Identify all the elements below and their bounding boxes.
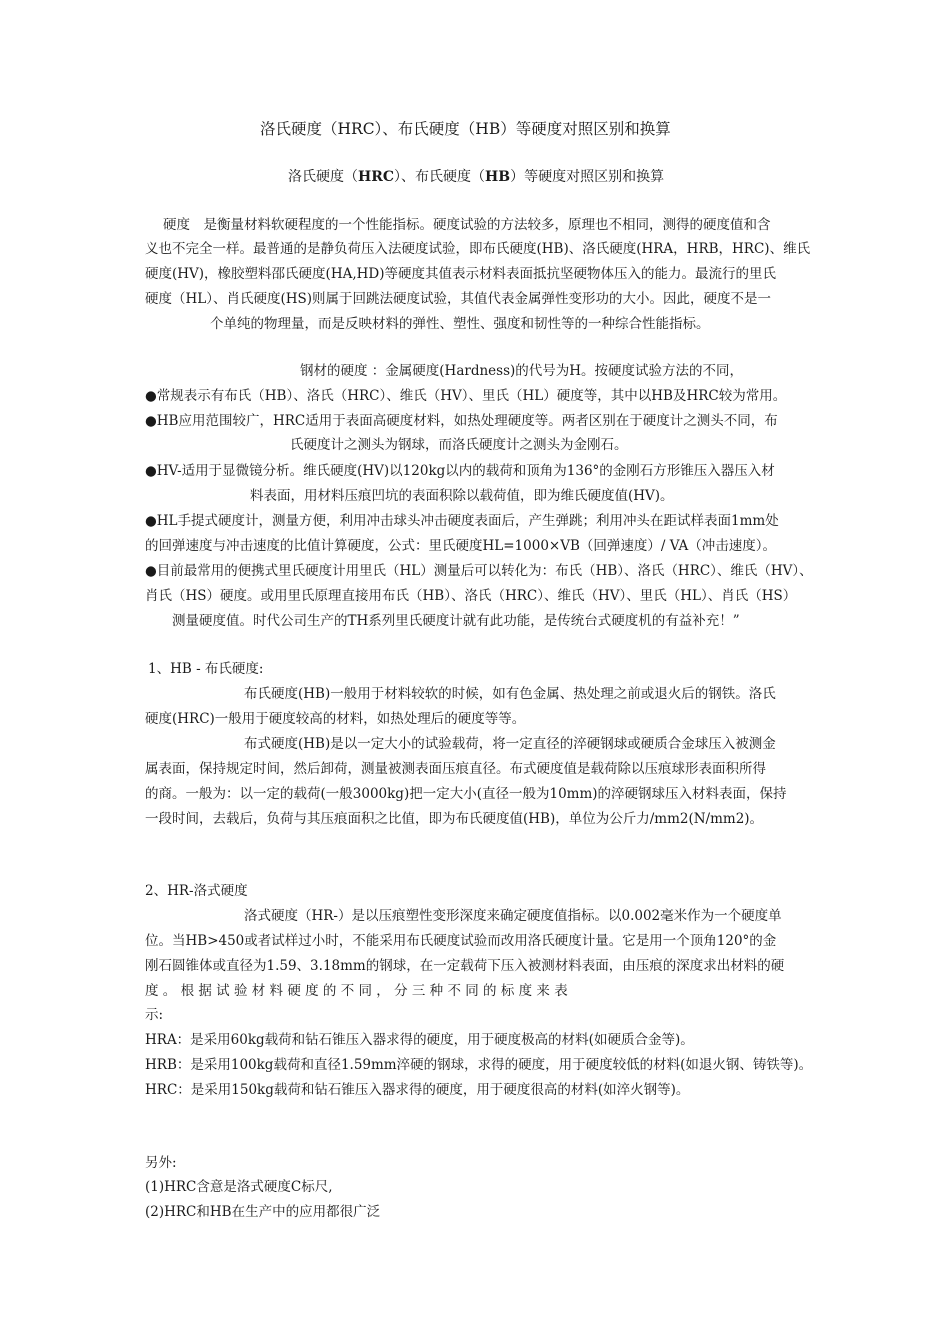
hr-scale-line: HRB：是采用100kg载荷和直径1.59mm淬硬的钢球，求得的硬度，用于硬度较低的材料(如退火钢、铸铁等)。 (145, 1057, 813, 1073)
intro-line: 硬度（HL）、肖氏硬度(HS)则属于回跳法硬度试验，其值代表金属弹性变形功的大小。因此，硬度不是一 (145, 291, 772, 307)
bullet-line: ●HB应用范围较广，HRC适用于表面高硬度材料，如热处理硬度等。两者区别在于硬度计之测头不同，布 (145, 413, 778, 429)
bullet-line: 肖氏（HS）硬度。或用里氏原理直接用布氏（HB）、洛氏（HRC）、维氏（HV）、里氏（HL）、肖氏（HS） (145, 588, 797, 604)
hr-line: 示: (145, 1007, 164, 1023)
bullet-line: 测量硬度值。时代公司生产的TH系列里氏硬度计就有此功能，是传统台式硬度机的有益补充！” (172, 613, 740, 629)
hb-line: 硬度(HRC)一般用于硬度较高的材料，如热处理后的硬度等等。 (145, 711, 526, 727)
bullet-line: 料表面，用材料压痕凹坑的表面积除以载荷值，即为维氏硬度值(HV)。 (250, 488, 674, 504)
extra-item: (2)HRC和HB在生产中的应用都很广泛 (145, 1204, 381, 1220)
intro-line: 义也不完全一样。最普通的是静负荷压入法硬度试验，即布氏硬度(HB)、洛氏硬度(HRA，HRB，HRC)、维氏 (145, 241, 811, 257)
hr-line: 度 。 根 据 试 验 材 料 硬 度 的 不 同 ， 分 三 种 不 同 的 标 度 来 表 (145, 983, 568, 999)
extra-heading: 另外: (145, 1155, 177, 1171)
extra-item: (1)HRC含意是洛式硬度C标尺, (145, 1179, 333, 1195)
steel-hardness-line: 钢材的硬度 ：金属硬度(Hardness)的代号为H。按硬度试验方法的不同， (300, 363, 744, 379)
hb-line: 布式硬度(HB)是以一定大小的试验载荷，将一定直径的淬硬钢球或硬质合金球压入被测金 (244, 736, 776, 752)
subtitle-bold-hb: HB (485, 169, 511, 185)
hr-line: 洛式硬度（HR-）是以压痕塑性变形深度来确定硬度值指标。以0.002毫米作为一个硬度单 (244, 908, 782, 924)
hr-scale-line: HRA：是采用60kg载荷和钻石锥压入器求得的硬度，用于硬度极高的材料(如硬质合金等)。 (145, 1032, 694, 1048)
subtitle-bold-hrc: HRC (358, 169, 395, 185)
subtitle (288, 168, 664, 186)
bullet-line: ●目前最常用的便携式里氏硬度计用里氏（HL）测量后可以转化为：布氏（HB）、洛氏（HRC）、维氏（HV）、 (145, 563, 813, 579)
subtitle-part: 洛氏硬度（ (288, 169, 358, 185)
subtitle-part: ）、布氏硬度（ (394, 169, 486, 185)
section-heading-hr: 2、HR-洛式硬度 (145, 883, 248, 899)
subtitle-part: ）等硬度对照区别和换算 (510, 169, 665, 185)
intro-line: 个单纯的物理量，而是反映材料的弹性、塑性、强度和韧性等的一种综合性能指标。 (210, 316, 710, 332)
page-title: 洛氏硬度（HRC）、布氏硬度（HB）等硬度对照区别和换算 (260, 120, 671, 138)
bullet-line: 氏硬度计之测头为钢球，而洛氏硬度计之测头为金刚石。 (290, 437, 628, 453)
section-heading-hb: 1、HB - 布氏硬度: (148, 661, 264, 677)
hb-line: 的商。一般为：以一定的载荷(一般3000kg)把一定大小(直径一般为10mm)的淬硬钢球压入材料表面，保持 (145, 786, 787, 802)
hr-line: 位。当HB>450或者试样过小时，不能采用布氏硬度试验而改用洛氏硬度计量。它是用一个顶角120°的金 (145, 933, 777, 949)
intro-line: 硬度 是衡量材料软硬程度的一个性能指标。硬度试验的方法较多，原理也不相同，测得的硬度值和含 (163, 217, 771, 233)
hb-line: 布氏硬度(HB)一般用于材料较软的时候，如有色金属、热处理之前或退火后的钢铁。洛氏 (244, 686, 776, 702)
hb-line: 一段时间，去载后，负荷与其压痕面积之比值，即为布氏硬度值(HB)，单位为公斤力/mm2(N/mm2)。 (145, 811, 764, 827)
bullet-line: ●常规表示有布氏（HB）、洛氏（HRC）、维氏（HV）、里氏（HL）硬度等，其中以HB及HRC较为常用。 (145, 388, 787, 404)
bullet-line: ●HL手提式硬度计，测量方便，利用冲击球头冲击硬度表面后，产生弹跳；利用冲头在距试样表面1mm处 (145, 513, 779, 529)
hb-line: 属表面，保持规定时间，然后卸荷，测量被测表面压痕直径。布式硬度值是载荷除以压痕球形表面积所得 (145, 761, 766, 777)
intro-line: 硬度(HV)，橡胶塑料邵氏硬度(HA,HD)等硬度其值表示材料表面抵抗坚硬物体压入的能力。最流行的里氏 (145, 266, 776, 282)
hr-scale-line: HRC：是采用150kg载荷和钻石锥压入器求得的硬度，用于硬度很高的材料(如淬火钢等)。 (145, 1082, 690, 1098)
bullet-line: 的回弹速度与冲击速度的比值计算硬度，公式：里氏硬度HL=1000×VB（回弹速度）/ VA（冲击速度）。 (145, 538, 777, 554)
bullet-line: ●HV-适用于显微镜分析。维氏硬度(HV)以120kg以内的载荷和顶角为136°的金刚石方形锥压入器压入材 (145, 463, 775, 479)
hr-line: 刚石圆锥体或直径为1.59、3.18mm的钢球，在一定载荷下压入被测材料表面，由压痕的深度求出材料的硬 (145, 958, 785, 974)
